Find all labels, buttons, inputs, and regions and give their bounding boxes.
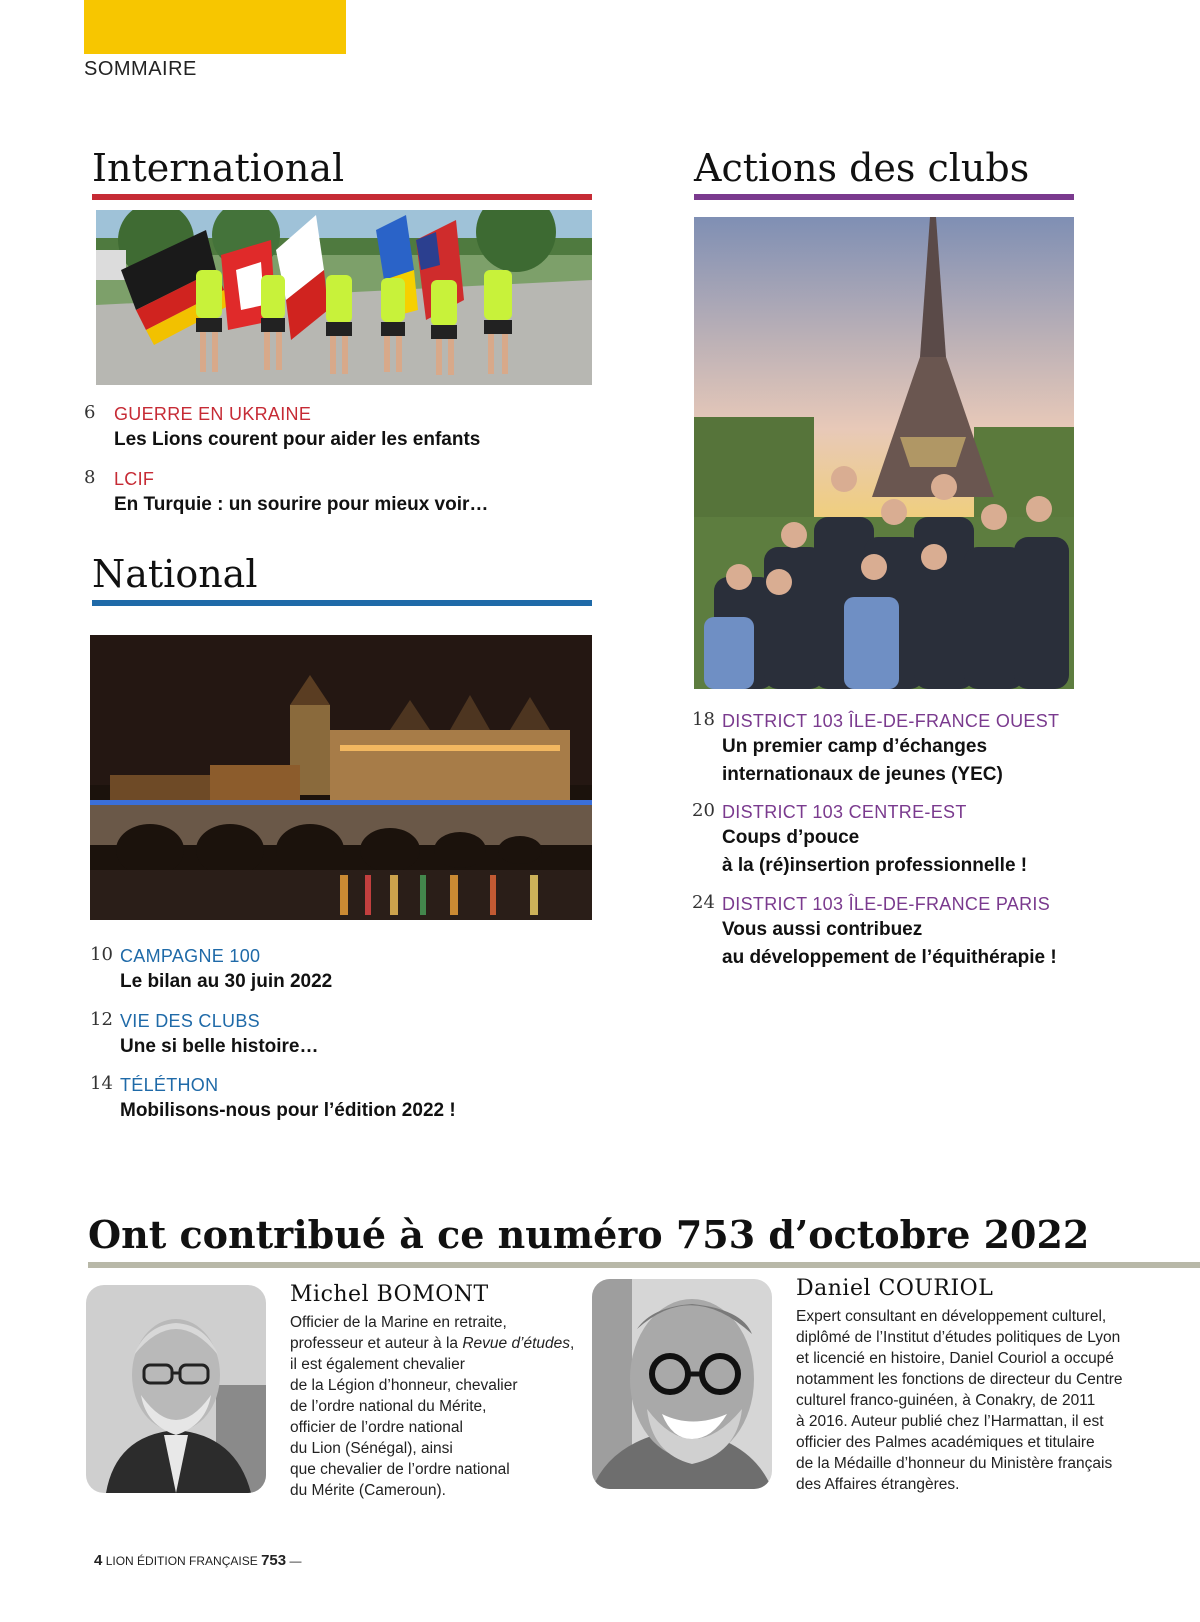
person-last-name: BOMONT: [376, 1282, 489, 1307]
contributors-title: Ont contribué à ce numéro 753 d’octobre 2022: [88, 1212, 1090, 1257]
clubs-rule: [694, 194, 1074, 200]
toc-title-line2: au développement de l’équithérapie !: [722, 947, 1057, 968]
toc-page-number: 14: [90, 1073, 113, 1094]
toc-kicker: CAMPAGNE 100: [120, 946, 261, 966]
toc-title-line1: Coups d’pouce: [722, 827, 860, 848]
footer-dash: —: [289, 1554, 302, 1568]
person-name: [290, 1282, 489, 1307]
castle-bridge-night-photo: [90, 635, 592, 920]
person-last-name: COURIOL: [878, 1276, 994, 1301]
header-yellow-bar: [84, 0, 346, 54]
toc-kicker: LCIF: [114, 469, 155, 489]
bio-text: Officier de la Marine en retraite, professeur et auteur à la: [290, 1314, 507, 1352]
international-title: International: [92, 146, 345, 190]
international-rule: [92, 194, 592, 200]
bio-emphasis: Revue d’études: [462, 1335, 571, 1352]
toc-page-number: 8: [84, 467, 96, 488]
bio-text: , il est également chevalier de la Légion d’honneur, chevalier de l’ordre national du Mérite, officier de l’ordre national du Lion (Sénégal), ainsi que chevalier de l’ordre national du Mérite (Cameroun).: [290, 1335, 575, 1499]
person-first-name: Michel: [290, 1282, 370, 1307]
footer: [94, 1552, 301, 1569]
toc-title: Mobilisons-nous pour l’édition 2022 !: [120, 1100, 456, 1121]
toc-page-number: 6: [84, 402, 96, 423]
toc-page-number: 12: [90, 1009, 113, 1030]
toc-item[interactable]: [90, 1009, 610, 1061]
toc-item[interactable]: [692, 709, 1112, 789]
portrait-daniel-couriol: [592, 1279, 772, 1489]
contributors-rule: [88, 1262, 1200, 1268]
eiffel-tower-group-photo: [694, 217, 1074, 689]
toc-kicker: VIE DES CLUBS: [120, 1011, 260, 1031]
person-first-name: Daniel: [796, 1276, 872, 1301]
toc-kicker: DISTRICT 103 ÎLE-DE-FRANCE PARIS: [722, 894, 1051, 914]
toc-title: En Turquie : un sourire pour mieux voir…: [114, 494, 489, 515]
toc-page-number: 20: [692, 800, 715, 821]
national-title: National: [92, 552, 258, 596]
toc-title-line1: Vous aussi contribuez: [722, 919, 923, 940]
toc-item[interactable]: [84, 402, 604, 454]
toc-title: Le bilan au 30 juin 2022: [120, 971, 333, 992]
portrait-michel-bomont: [86, 1285, 266, 1493]
toc-kicker: TÉLÉTHON: [120, 1075, 219, 1095]
national-rule: [92, 600, 592, 606]
clubs-title: Actions des clubs: [694, 146, 1030, 190]
toc-kicker: GUERRE EN UKRAINE: [114, 404, 312, 424]
person-bio: Expert consultant en développement culturel, diplômé de l’Institut d’études politiques de Lyon et licencié en histoire, Daniel Couriol a occupé notamment les fonctions de directeur du Centre culturel franco-guinéen, à Conakry, de 2011 à 2016. Auteur publié chez l’Harmattan, il est officier des Palmes académiques et titulaire de la Médaille d’honneur du Ministère français des Affaires étrangères.: [796, 1308, 1123, 1493]
toc-item[interactable]: [84, 467, 604, 519]
toc-title: Une si belle histoire…: [120, 1036, 319, 1057]
runners-with-flags-photo: [96, 210, 592, 385]
toc-title: Les Lions courent pour aider les enfants: [114, 429, 481, 450]
sommaire-label: SOMMAIRE: [84, 58, 197, 80]
toc-title-line2: internationaux de jeunes (YEC): [722, 764, 1003, 785]
toc-kicker: DISTRICT 103 ÎLE-DE-FRANCE OUEST: [722, 711, 1060, 731]
toc-item[interactable]: [90, 1073, 610, 1125]
footer-issue: 753: [261, 1552, 287, 1569]
toc-title-line2: à la (ré)insertion professionnelle !: [722, 855, 1028, 876]
toc-page-number: 10: [90, 944, 113, 965]
footer-page-number: 4: [94, 1552, 103, 1569]
toc-item[interactable]: [692, 800, 1112, 880]
footer-magazine: LION ÉDITION FRANÇAISE: [105, 1554, 258, 1568]
toc-kicker: DISTRICT 103 CENTRE-EST: [722, 802, 967, 822]
toc-item[interactable]: [692, 892, 1112, 972]
toc-page-number: 18: [692, 709, 715, 730]
toc-item[interactable]: [90, 944, 610, 996]
toc-title-line1: Un premier camp d’échanges: [722, 736, 988, 757]
toc-page-number: 24: [692, 892, 715, 913]
person-name: [796, 1276, 993, 1301]
person-bio: [290, 1312, 580, 1501]
